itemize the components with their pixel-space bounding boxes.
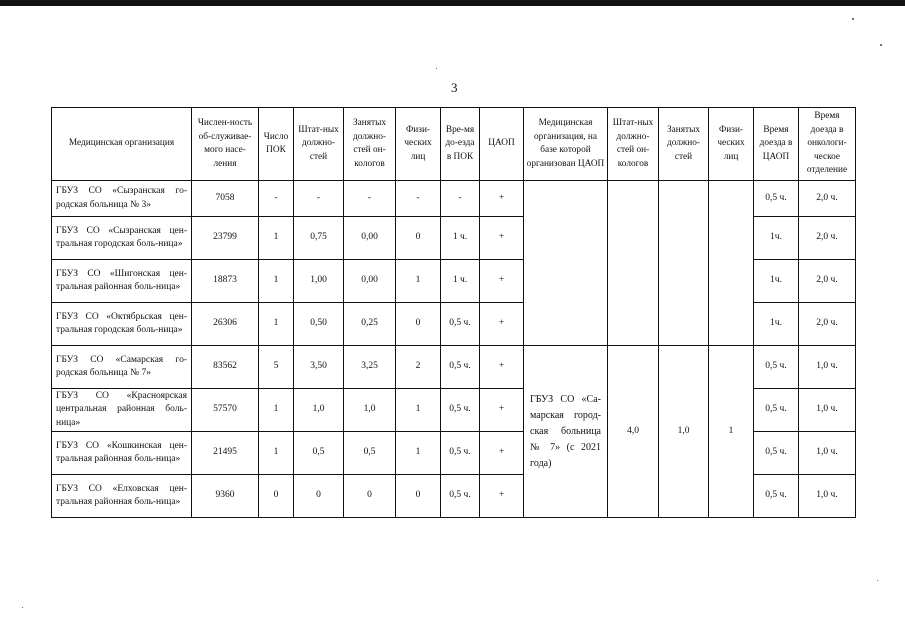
cell-individuals: 0	[396, 217, 441, 260]
cell-time-onco: 2,0 ч.	[799, 303, 856, 346]
cell-staff: 1,0	[294, 389, 344, 432]
cell-caop-individuals-group-1	[709, 181, 754, 346]
cell-org: ГБУЗ СО «Самарская го-родская больница № 7»	[52, 346, 192, 389]
cell-occupied: 0,25	[344, 303, 396, 346]
cell-time-onco: 1,0 ч.	[799, 475, 856, 518]
cell-org: ГБУЗ СО «Красноярская центральная районная боль-ница»	[52, 389, 192, 432]
cell-individuals: -	[396, 181, 441, 217]
cell-staff: -	[294, 181, 344, 217]
cell-caop: +	[480, 181, 524, 217]
cell-org: ГБУЗ СО «Октябрьская цен-тральная городская боль-ница»	[52, 303, 192, 346]
cell-pok: 5	[259, 346, 294, 389]
cell-occupied: 0	[344, 475, 396, 518]
cell-pok: -	[259, 181, 294, 217]
cell-time-onco: 1,0 ч.	[799, 346, 856, 389]
cell-pok: 1	[259, 432, 294, 475]
cell-caop-occupied-group-1	[659, 181, 709, 346]
header-population: Числен-ность об-служивае-мого насе-ления	[192, 108, 259, 181]
cell-time-pok: 1 ч.	[441, 217, 480, 260]
cell-caop: +	[480, 217, 524, 260]
cell-individuals: 1	[396, 389, 441, 432]
cell-caop-org-group-1	[524, 181, 608, 346]
cell-caop: +	[480, 303, 524, 346]
header-occupied-oncologist: Занятых должно-стей он-кологов	[344, 108, 396, 181]
cell-population: 7058	[192, 181, 259, 217]
cell-time-caop: 1ч.	[754, 303, 799, 346]
cell-population: 57570	[192, 389, 259, 432]
cell-individuals: 0	[396, 303, 441, 346]
cell-time-onco: 2,0 ч.	[799, 181, 856, 217]
cell-occupied: 0,00	[344, 217, 396, 260]
cell-time-caop: 1ч.	[754, 260, 799, 303]
cell-org: ГБУЗ СО «Кошкинская цен-тральная районная боль-ница»	[52, 432, 192, 475]
header-pok-count: Число ПОК	[259, 108, 294, 181]
cell-time-caop: 0,5 ч.	[754, 389, 799, 432]
scan-speck	[436, 68, 437, 69]
header-staff-positions: Штат-ных должно-стей	[294, 108, 344, 181]
cell-staff: 1,00	[294, 260, 344, 303]
cell-time-onco: 1,0 ч.	[799, 389, 856, 432]
cell-time-pok: 1 ч.	[441, 260, 480, 303]
cell-time-caop: 0,5 ч.	[754, 346, 799, 389]
cell-time-caop: 0,5 ч.	[754, 475, 799, 518]
cell-population: 21495	[192, 432, 259, 475]
cell-time-pok: -	[441, 181, 480, 217]
cell-time-pok: 0,5 ч.	[441, 432, 480, 475]
header-caop-individuals: Физи-ческих лиц	[709, 108, 754, 181]
cell-staff: 0,50	[294, 303, 344, 346]
cell-caop: +	[480, 260, 524, 303]
cell-population: 23799	[192, 217, 259, 260]
header-caop-org: Медицинская организация, на базе которой организован ЦАОП	[524, 108, 608, 181]
cell-pok: 1	[259, 217, 294, 260]
cell-population: 18873	[192, 260, 259, 303]
cell-caop-staff-group-1	[608, 181, 659, 346]
cell-staff: 0	[294, 475, 344, 518]
table-row	[52, 181, 856, 217]
scan-speck	[852, 18, 854, 20]
cell-caop-staff-group-2: 4,0	[608, 346, 659, 518]
cell-staff: 0,75	[294, 217, 344, 260]
scan-speck	[880, 44, 882, 46]
header-caop-staff-positions: Штат-ных должно-стей он-кологов	[608, 108, 659, 181]
scan-speck	[877, 580, 878, 581]
cell-caop: +	[480, 475, 524, 518]
cell-org: ГБУЗ СО «Сызранская цен-тральная городская боль-ница»	[52, 217, 192, 260]
cell-time-pok: 0,5 ч.	[441, 475, 480, 518]
header-time-to-caop: Время доезда в ЦАОП	[754, 108, 799, 181]
cell-time-caop: 1ч.	[754, 217, 799, 260]
cell-population: 26306	[192, 303, 259, 346]
cell-pok: 1	[259, 389, 294, 432]
header-caop-occupied: Занятых должно-стей	[659, 108, 709, 181]
cell-time-onco: 2,0 ч.	[799, 260, 856, 303]
cell-org: ГБУЗ СО «Шигонская цен-тральная районная боль-ница»	[52, 260, 192, 303]
cell-caop: +	[480, 432, 524, 475]
cell-org: ГБУЗ СО «Сызранская го-родская больница № 3»	[52, 181, 192, 217]
cell-pok: 0	[259, 475, 294, 518]
scan-top-edge	[0, 0, 905, 6]
cell-population: 83562	[192, 346, 259, 389]
header-time-to-pok: Вре-мя до-езда в ПОК	[441, 108, 480, 181]
cell-org: ГБУЗ СО «Елховская цен-тральная районная боль-ница»	[52, 475, 192, 518]
header-caop: ЦАОП	[480, 108, 524, 181]
cell-caop: +	[480, 346, 524, 389]
scan-speck	[22, 607, 23, 608]
cell-individuals: 1	[396, 260, 441, 303]
header-time-to-onco: Время доезда в онкологи-ческое отделение	[799, 108, 856, 181]
oncology-organizations-table	[51, 107, 856, 518]
cell-individuals: 1	[396, 432, 441, 475]
cell-caop-occupied-group-2: 1,0	[659, 346, 709, 518]
cell-pok: 1	[259, 303, 294, 346]
cell-time-onco: 1,0 ч.	[799, 432, 856, 475]
cell-occupied: 3,25	[344, 346, 396, 389]
cell-staff: 3,50	[294, 346, 344, 389]
cell-time-pok: 0,5 ч.	[441, 346, 480, 389]
cell-time-pok: 0,5 ч.	[441, 389, 480, 432]
cell-time-caop: 0,5 ч.	[754, 432, 799, 475]
table-row	[52, 346, 856, 389]
cell-staff: 0,5	[294, 432, 344, 475]
cell-caop-org-group-2: ГБУЗ СО «Са-марская город-ская больница № 7» (с 2021 года)	[524, 346, 608, 518]
header-org: Медицинская организация	[52, 108, 192, 181]
cell-occupied: 0,5	[344, 432, 396, 475]
cell-population: 9360	[192, 475, 259, 518]
cell-individuals: 2	[396, 346, 441, 389]
cell-caop: +	[480, 389, 524, 432]
cell-individuals: 0	[396, 475, 441, 518]
cell-occupied: 1,0	[344, 389, 396, 432]
table-header-row	[52, 108, 856, 181]
cell-time-onco: 2,0 ч.	[799, 217, 856, 260]
cell-occupied: -	[344, 181, 396, 217]
cell-caop-individuals-group-2: 1	[709, 346, 754, 518]
cell-time-caop: 0,5 ч.	[754, 181, 799, 217]
cell-time-pok: 0,5 ч.	[441, 303, 480, 346]
page-number: 3	[451, 80, 458, 95]
cell-occupied: 0,00	[344, 260, 396, 303]
header-individuals: Физи-ческих лиц	[396, 108, 441, 181]
cell-pok: 1	[259, 260, 294, 303]
